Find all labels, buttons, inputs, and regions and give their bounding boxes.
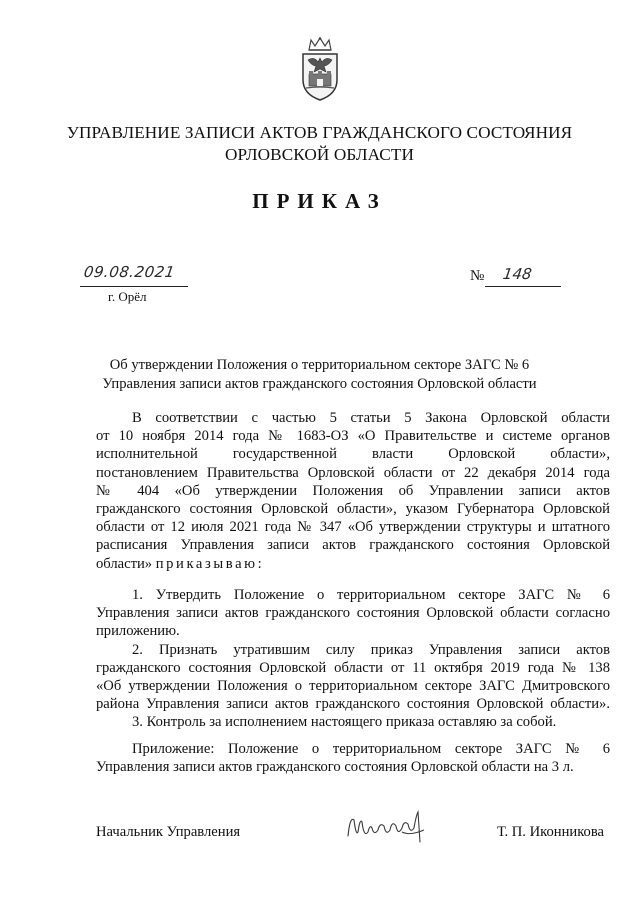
order-items <box>96 586 610 732</box>
number-underline <box>485 286 561 287</box>
subject-line2: Управления записи актов гражданского состояния Орловской области <box>102 376 537 392</box>
preamble-line: от 10 ноября 2014 года № 1683-ОЗ «О Правительстве и системе органов <box>96 428 610 445</box>
item2-line: 2. Признать утратившим силу приказ Управления записи актов <box>132 641 610 658</box>
appendix-note <box>96 740 610 776</box>
handwritten-signature-icon <box>344 806 428 848</box>
preamble-line: В соответствии с частью 5 статьи 5 Закона Орловской области <box>132 410 610 426</box>
document-type-title: ПРИКАЗ <box>252 189 387 213</box>
preamble-line: № 404 «Об утверждении Положения об Управлении записи актов <box>96 482 610 499</box>
item1-line: 1. Утвердить Положение о территориальном секторе ЗАГС № 6 <box>132 587 610 603</box>
preamble-line: постановлением Правительства Орловской области от 22 декабря 2014 года <box>96 464 610 481</box>
city-label: г. Орёл <box>108 289 147 304</box>
item2-line: гражданского состояния Орловской области от 11 октября 2019 года № 138 <box>96 659 610 676</box>
number-label: № <box>470 268 485 284</box>
decree-word: приказываю: <box>155 555 265 572</box>
preamble-last-prefix: области» <box>96 555 153 572</box>
organization-name-line1: УПРАВЛЕНИЕ ЗАПИСИ АКТОВ ГРАЖДАНСКОГО СОСТОЯНИЯ <box>66 123 573 142</box>
item3-line: 3. Контроль за исполнением настоящего приказа оставляю за собой. <box>132 714 557 731</box>
item2-line: района Управления записи актов гражданского состояния Орловской области». <box>96 696 610 713</box>
subject-line1: Об утверждении Положения о территориальном секторе ЗАГС № 6 <box>109 357 530 373</box>
preamble-last-line <box>96 555 610 573</box>
appendix-line2: Управления записи актов гражданского состояния Орловской области на 3 л. <box>96 759 574 776</box>
orel-oblast-coat-of-arms-icon <box>297 36 343 102</box>
preamble-line: области от 12 июля 2021 года № 347 «Об утверждении структуры и штатного <box>96 519 610 536</box>
preamble-line: гражданского состояния Орловской области», указом Губернатора Орловской <box>96 500 610 517</box>
date-underline <box>80 286 188 287</box>
preamble-line: расписания Управления записи актов гражданского состояния Орловской <box>96 537 610 554</box>
preamble-line: исполнительной государственной власти Орловской области», <box>96 446 610 463</box>
handwritten-date: 09.08.2021 <box>82 263 177 281</box>
organization-name-line2: ОРЛОВСКОЙ ОБЛАСТИ <box>225 145 414 164</box>
appendix-line1: Приложение: Положение о территориальном секторе ЗАГС № 6 <box>132 741 610 757</box>
item1-line: Управления записи актов гражданского состояния Орловской области согласно <box>96 605 610 622</box>
signatory-title: Начальник Управления <box>96 824 241 840</box>
item2-line: «Об утверждении Положения о территориальном секторе ЗАГС Дмитровского <box>96 677 610 694</box>
signatory-name: Т. П. Иконникова <box>497 824 605 840</box>
item1-line: приложению. <box>96 623 180 640</box>
preamble-paragraph <box>96 409 610 573</box>
handwritten-number: 148 <box>501 265 533 283</box>
